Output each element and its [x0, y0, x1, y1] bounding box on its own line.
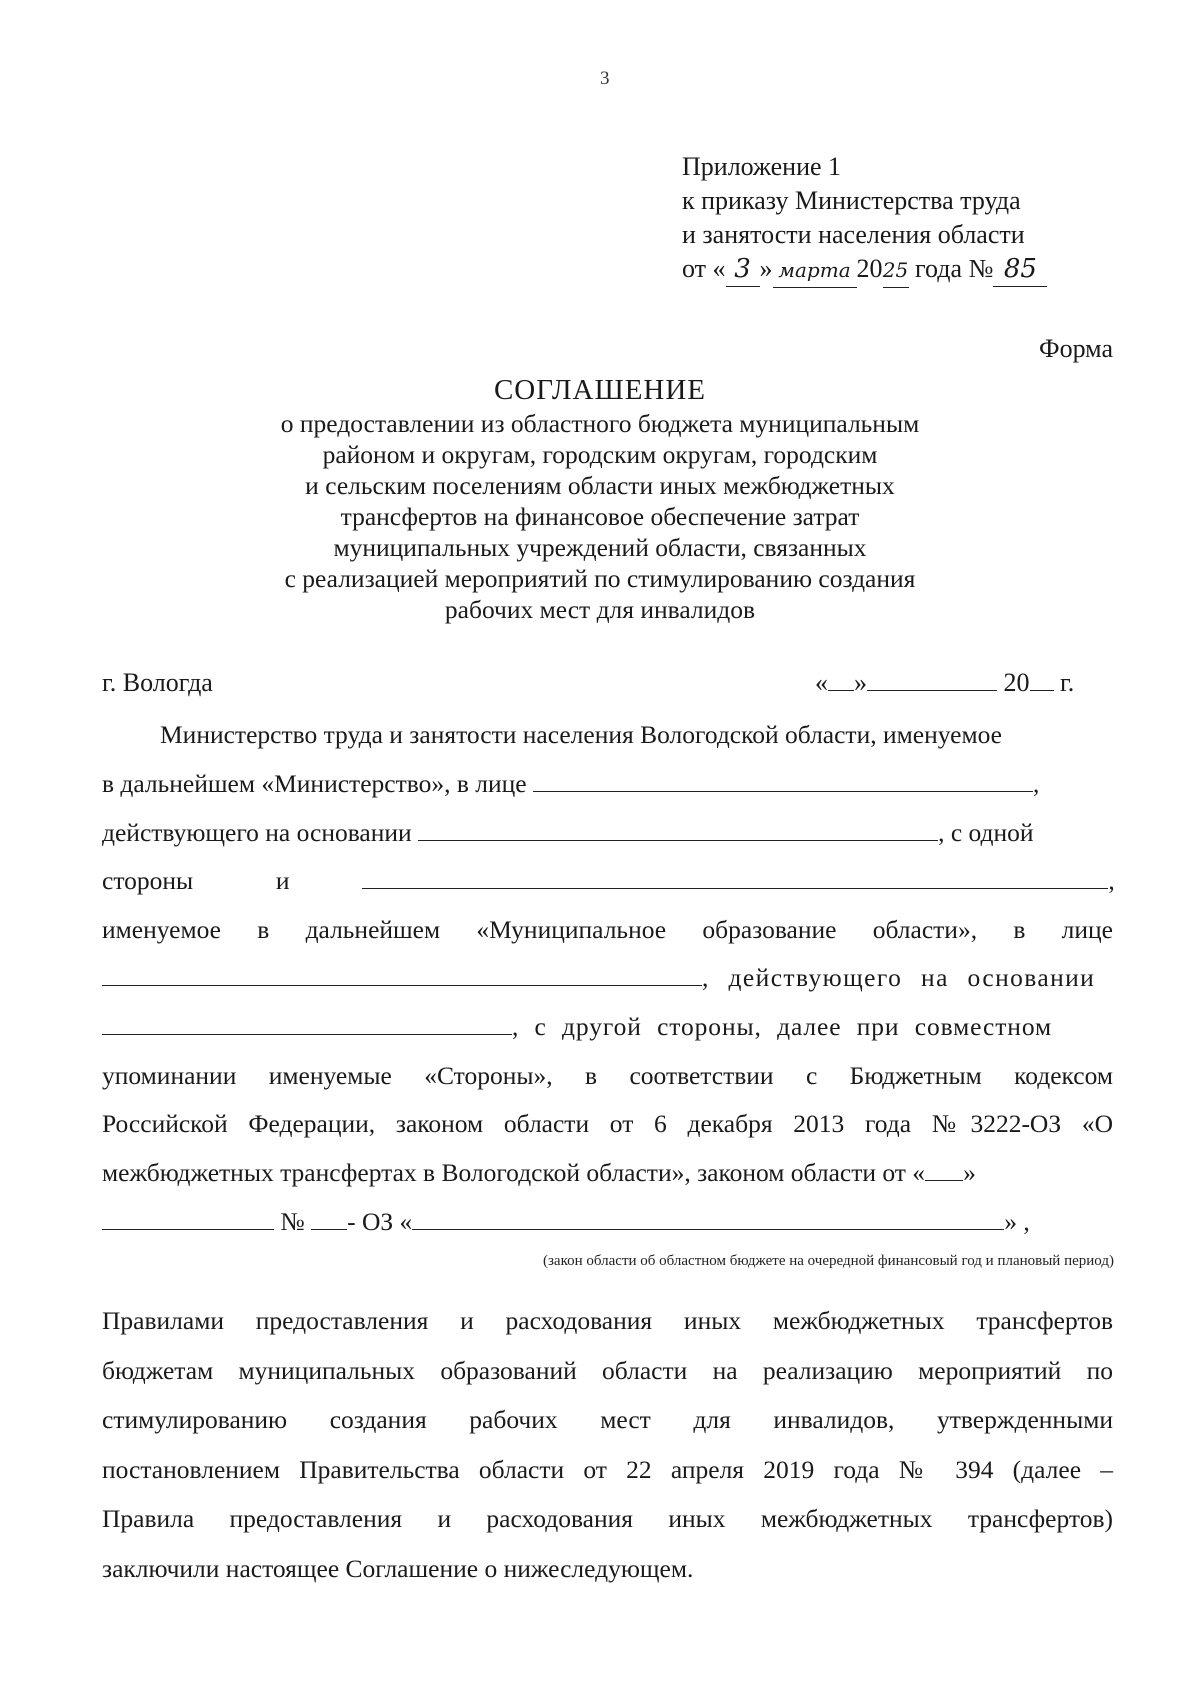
subtitle-line: районом и округам, городским округам, городским [322, 440, 878, 469]
rules-line: Правилами предоставления и расходования иных межбюджетных трансфертов [102, 1306, 1113, 1335]
rules-line: постановлением Правительства области от 22 апреля 2019 года № 394 (далее – [102, 1455, 1113, 1484]
document-subtitle [0, 408, 1200, 625]
date-placeholder: « » 20 г. [815, 668, 1075, 697]
law-date-day-blank[interactable] [925, 1158, 963, 1181]
body-line-6: , действующего на основании [102, 963, 1113, 993]
minister-basis-blank[interactable] [418, 818, 938, 841]
municipality-representative-blank[interactable] [102, 963, 702, 986]
subtitle-line: с реализацией мероприятий по стимулированию создания [284, 564, 916, 593]
date-month-blank[interactable] [867, 668, 997, 691]
appendix-line-3: и занятости населения области [682, 220, 1025, 249]
subtitle-line: рабочих мест для инвалидов [444, 595, 756, 624]
body-line-4: стороны и , [102, 866, 1115, 895]
appendix-header [682, 150, 1047, 288]
body-line-2: в дальнейшем «Министерство», в лице , [102, 769, 1040, 798]
body-line-9: Российской Федерации, законом области от 6 декабря 2013 года №3222-ОЗ «О [102, 1109, 1113, 1138]
body-line-10: межбюджетных трансфертах в Вологодской области», законом области от « » [102, 1158, 976, 1187]
subtitle-line: и сельским поселениям области иных межбюджетных [305, 471, 895, 500]
law-date-month-blank[interactable] [102, 1207, 274, 1230]
law-title-blank[interactable] [412, 1207, 1004, 1230]
body-line-3: действующего на основании , с одной [102, 818, 1034, 847]
municipality-name-blank[interactable] [362, 866, 1108, 889]
rules-line: бюджетам муниципальных образований области на реализацию мероприятий по [102, 1356, 1113, 1385]
rules-line: Правила предоставления и расходования иных межбюджетных трансфертов) [102, 1504, 1113, 1533]
body-line-8: упоминании именуемые «Стороны», в соответствии с Бюджетным кодексом [102, 1061, 1113, 1090]
date-day-blank[interactable] [828, 668, 854, 691]
date-year-blank[interactable] [1030, 668, 1054, 691]
rules-line: стимулированию создания рабочих мест для инвалидов, утвержденными [102, 1405, 1113, 1434]
municipality-basis-blank[interactable] [102, 1012, 512, 1035]
body-line-7: , с другой стороны, далее при совместном [102, 1012, 1113, 1042]
appendix-year: 25 [883, 253, 909, 288]
appendix-line-2: к приказу Министерства труда [682, 186, 1021, 215]
appendix-date-line: от « 3 » марта 2025 года № 85 [682, 252, 1047, 288]
form-label: Форма [1039, 334, 1113, 363]
document-title: СОГЛАШЕНИЕ [493, 374, 707, 406]
appendix-day: 3 [726, 252, 760, 287]
law-note: (закон области об областном бюджете на очередной финансовый год и плановый период) [543, 1253, 1114, 1269]
appendix-number: 85 [993, 252, 1047, 287]
subtitle-line: трансфертов на финансовое обеспечение затрат [340, 502, 860, 531]
rules-last-line: заключили настоящее Соглашение о нижеследующем. [102, 1554, 694, 1583]
subtitle-line: муниципальных учреждений области, связанных [333, 533, 867, 562]
body-line-11: № - ОЗ « » , [102, 1207, 1113, 1237]
minister-representative-blank[interactable] [533, 769, 1033, 792]
subtitle-line: о предоставлении из областного бюджета муниципальным [280, 409, 920, 438]
place: г. Вологда [102, 668, 213, 697]
appendix-line-1: Приложение 1 [682, 152, 842, 181]
body-line-1: Министерство труда и занятости населения Вологодской области, именуемое [160, 720, 1002, 749]
page-number: 3 [600, 68, 610, 89]
appendix-month: марта [773, 253, 857, 288]
law-number-blank[interactable] [311, 1207, 347, 1230]
title-block [0, 372, 1200, 625]
body-line-5: именуемое в дальнейшем «Муниципальное образование области», в лице [102, 915, 1113, 944]
